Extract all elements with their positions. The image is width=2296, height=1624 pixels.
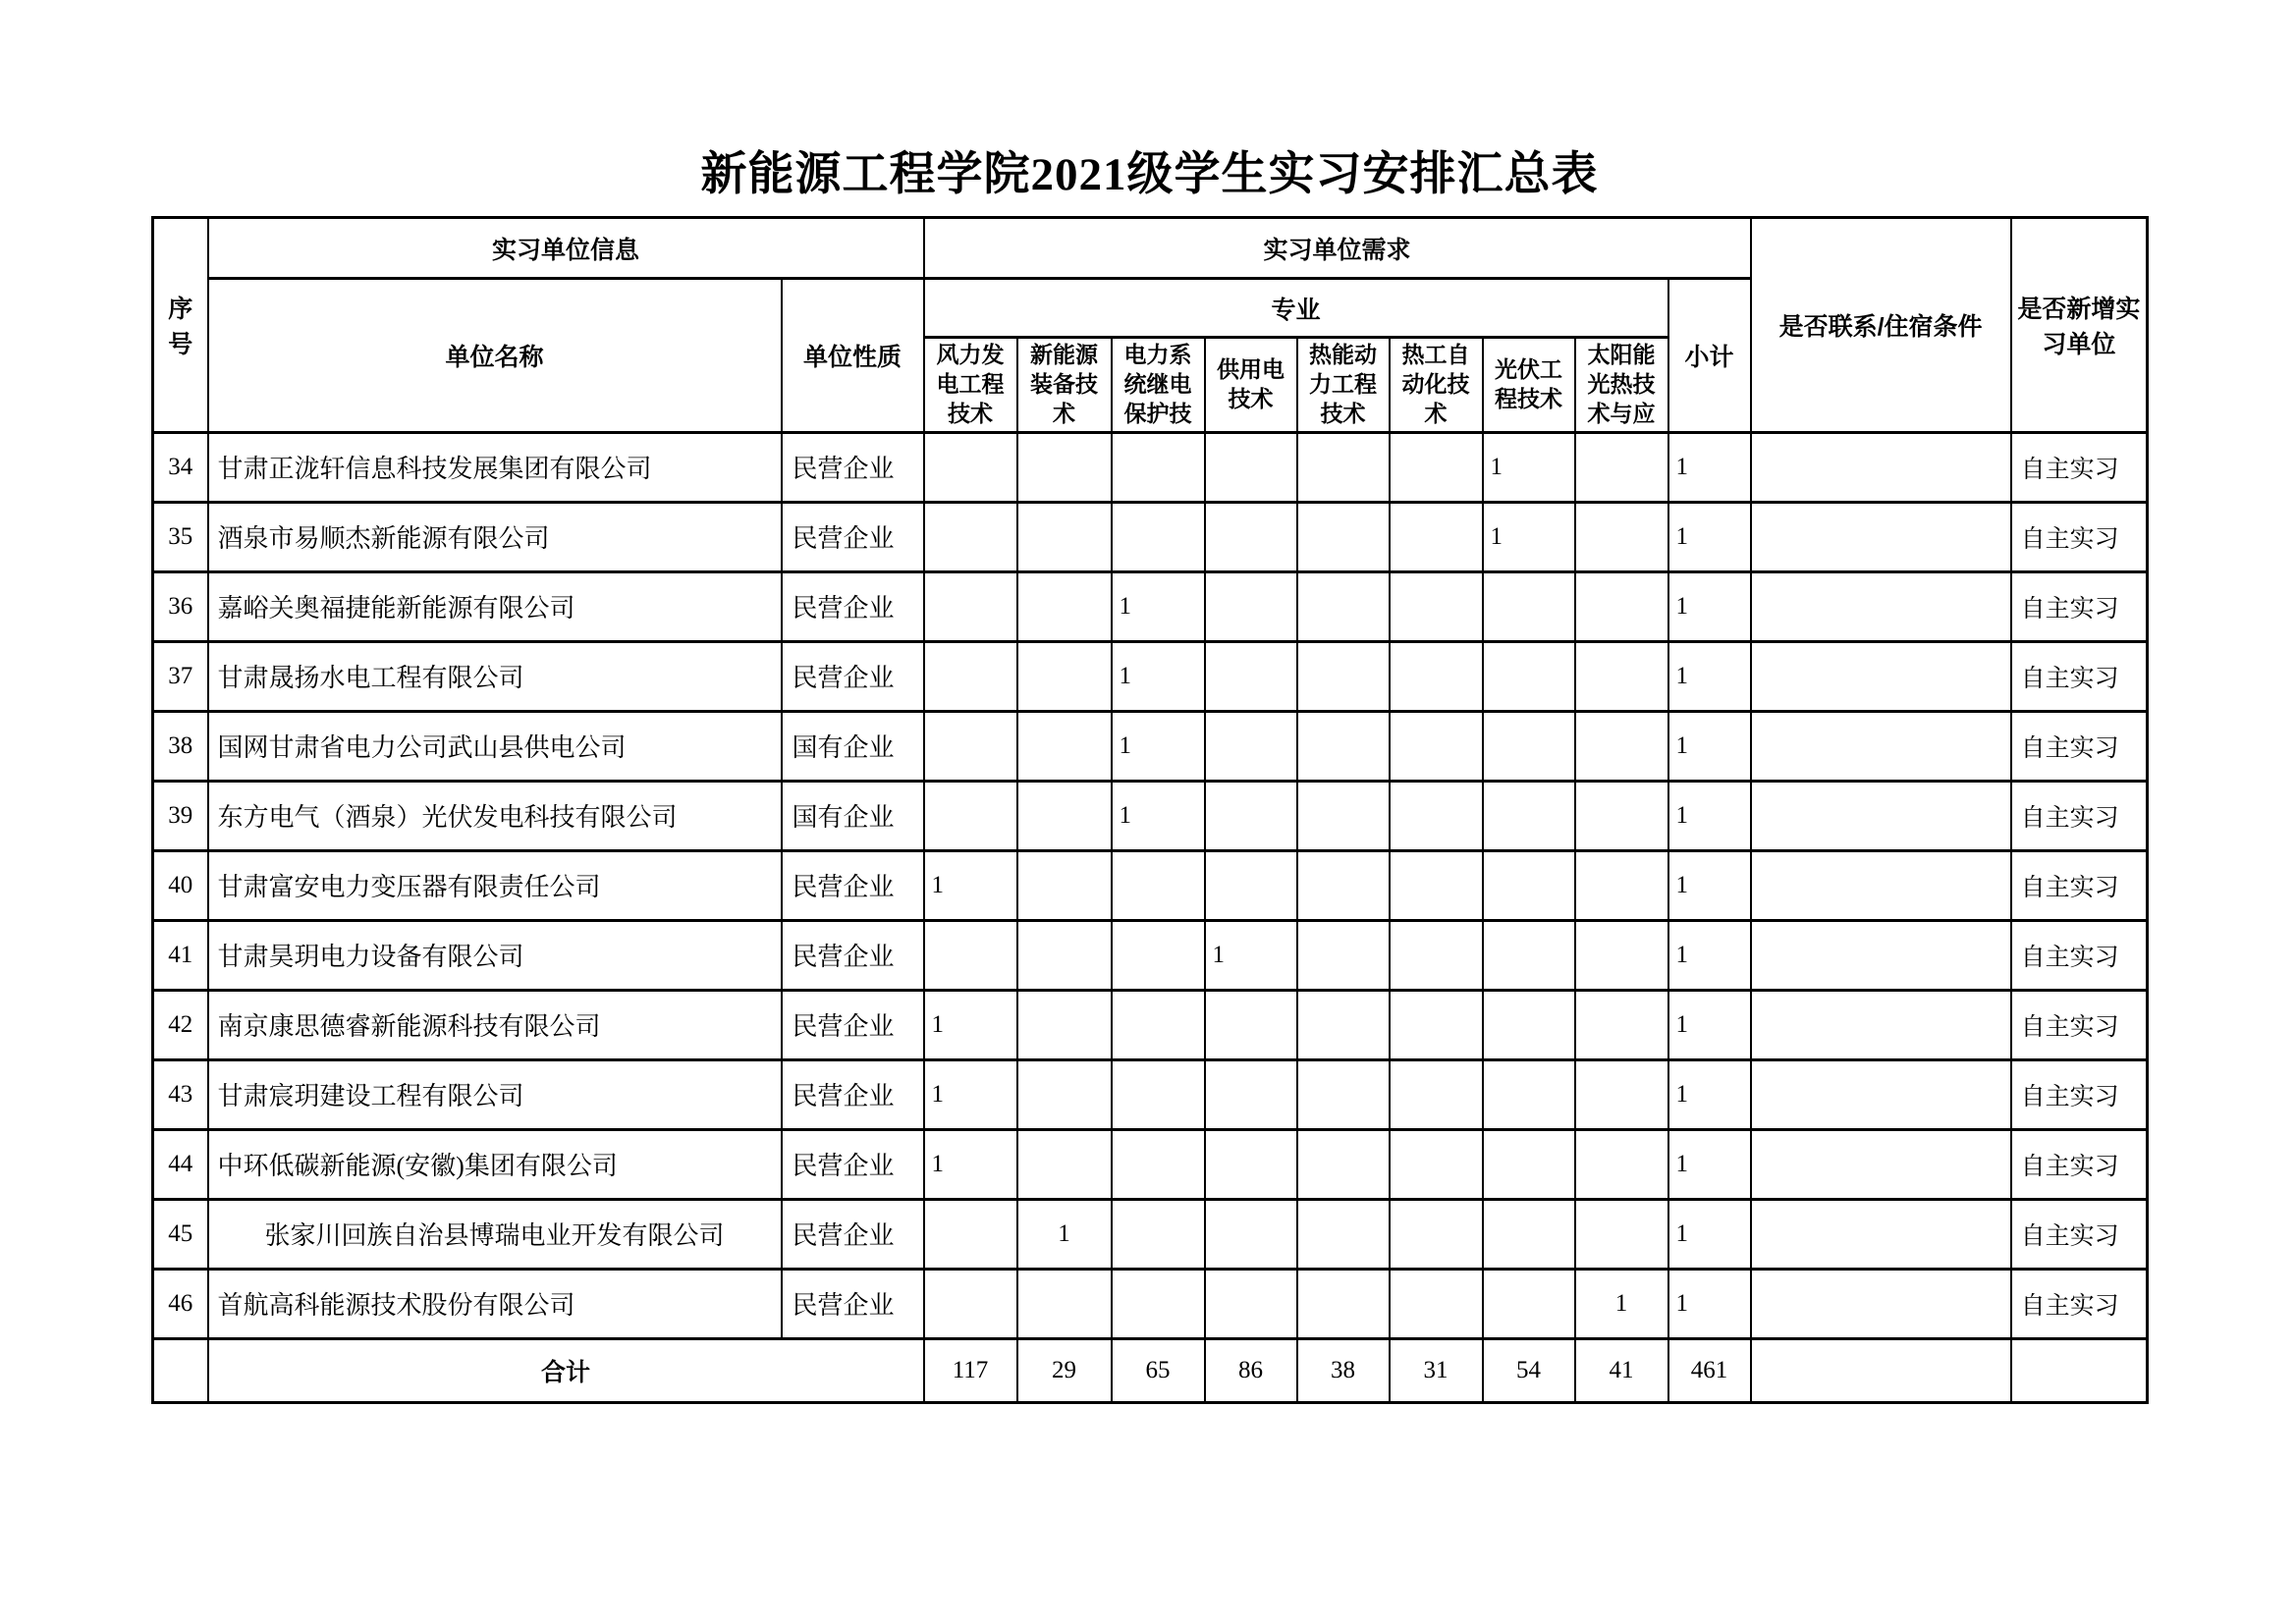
major-value-8: 1 (1575, 1269, 1668, 1338)
major-total-2: 29 (1017, 1338, 1112, 1402)
major-value-8 (1575, 1059, 1668, 1129)
new-unit-value: 自主实习 (2011, 990, 2148, 1059)
major-value-8 (1575, 641, 1668, 711)
major-value-1 (924, 432, 1017, 502)
major-value-1 (924, 571, 1017, 641)
table-row (153, 571, 2148, 641)
row-seq: 41 (153, 920, 208, 990)
major-value-7 (1483, 1059, 1575, 1129)
row-seq: 43 (153, 1059, 208, 1129)
major-value-2 (1017, 432, 1112, 502)
major-value-3: 1 (1112, 781, 1205, 850)
major-value-3 (1112, 850, 1205, 920)
unit-nature: 民营企业 (782, 920, 924, 990)
subtotal-value: 1 (1668, 1269, 1751, 1338)
major-value-1: 1 (924, 850, 1017, 920)
new-unit-value: 自主实习 (2011, 781, 2148, 850)
unit-nature: 民营企业 (782, 1059, 924, 1129)
major-value-8 (1575, 1199, 1668, 1269)
row-seq: 39 (153, 781, 208, 850)
total-new-unit-empty (2011, 1338, 2148, 1402)
major-value-1: 1 (924, 1059, 1017, 1129)
major-value-4 (1205, 641, 1297, 711)
major-value-8 (1575, 711, 1668, 781)
major-value-7 (1483, 711, 1575, 781)
row-seq: 45 (153, 1199, 208, 1269)
major-value-8 (1575, 920, 1668, 990)
major-value-7 (1483, 1269, 1575, 1338)
header-contact: 是否联系/住宿条件 (1751, 218, 2011, 433)
major-value-3 (1112, 502, 1205, 571)
header-major-2: 新能源装备技术 (1017, 338, 1112, 433)
row-seq: 36 (153, 571, 208, 641)
contact-value (1751, 920, 2011, 990)
contact-value (1751, 432, 2011, 502)
new-unit-value: 自主实习 (2011, 502, 2148, 571)
table-row (153, 850, 2148, 920)
major-value-4 (1205, 990, 1297, 1059)
major-value-6 (1390, 781, 1483, 850)
major-total-1: 117 (924, 1338, 1017, 1402)
header-major-5: 热能动力工程技术 (1297, 338, 1390, 433)
subtotal-value: 1 (1668, 1129, 1751, 1199)
page-title: 新能源工程学院2021级学生实习安排汇总表 (700, 149, 1599, 200)
header-major-7: 光伏工程技术 (1483, 338, 1575, 433)
major-value-1 (924, 711, 1017, 781)
table-row (153, 641, 2148, 711)
subtotal-value: 1 (1668, 502, 1751, 571)
unit-name: 嘉峪关奥福捷能新能源有限公司 (208, 571, 782, 641)
header-unit-name: 单位名称 (208, 279, 782, 433)
new-unit-value: 自主实习 (2011, 1269, 2148, 1338)
row-seq: 46 (153, 1269, 208, 1338)
subtotal-value: 1 (1668, 920, 1751, 990)
major-value-8 (1575, 502, 1668, 571)
table-header (153, 218, 2148, 433)
major-value-2 (1017, 1269, 1112, 1338)
major-value-5 (1297, 571, 1390, 641)
major-value-4 (1205, 1269, 1297, 1338)
major-value-7 (1483, 990, 1575, 1059)
header-major-3: 电力系统继电保护技 (1112, 338, 1205, 433)
table-row (153, 1059, 2148, 1129)
major-value-2: 1 (1017, 1199, 1112, 1269)
unit-name: 酒泉市易顺杰新能源有限公司 (208, 502, 782, 571)
major-value-5 (1297, 850, 1390, 920)
header-seq: 序号 (153, 218, 208, 433)
major-value-7: 1 (1483, 432, 1575, 502)
major-value-7 (1483, 850, 1575, 920)
contact-value (1751, 711, 2011, 781)
major-value-7 (1483, 1199, 1575, 1269)
major-value-6 (1390, 920, 1483, 990)
major-total-6: 31 (1390, 1338, 1483, 1402)
header-major: 专业 (924, 279, 1668, 338)
major-value-5 (1297, 781, 1390, 850)
unit-nature: 国有企业 (782, 781, 924, 850)
new-unit-value: 自主实习 (2011, 920, 2148, 990)
major-value-1 (924, 1269, 1017, 1338)
subtotal-value: 1 (1668, 711, 1751, 781)
major-value-1 (924, 502, 1017, 571)
major-value-4 (1205, 781, 1297, 850)
major-value-1: 1 (924, 990, 1017, 1059)
major-value-5 (1297, 1059, 1390, 1129)
table-row (153, 432, 2148, 502)
unit-name: 甘肃富安电力变压器有限责任公司 (208, 850, 782, 920)
major-value-3 (1112, 1059, 1205, 1129)
major-value-1 (924, 920, 1017, 990)
major-value-2 (1017, 920, 1112, 990)
unit-name: 甘肃晟扬水电工程有限公司 (208, 641, 782, 711)
row-seq: 42 (153, 990, 208, 1059)
major-value-7 (1483, 641, 1575, 711)
new-unit-value: 自主实习 (2011, 850, 2148, 920)
unit-nature: 民营企业 (782, 990, 924, 1059)
unit-nature: 国有企业 (782, 711, 924, 781)
contact-value (1751, 571, 2011, 641)
unit-nature: 民营企业 (782, 1129, 924, 1199)
new-unit-value: 自主实习 (2011, 432, 2148, 502)
contact-value (1751, 781, 2011, 850)
header-subtotal: 小计 (1668, 279, 1751, 433)
contact-value (1751, 502, 2011, 571)
major-value-8 (1575, 432, 1668, 502)
table-row (153, 502, 2148, 571)
major-value-2 (1017, 641, 1112, 711)
major-value-4 (1205, 1059, 1297, 1129)
new-unit-value: 自主实习 (2011, 1199, 2148, 1269)
major-value-5 (1297, 1129, 1390, 1199)
major-value-6 (1390, 850, 1483, 920)
unit-name: 甘肃宸玥建设工程有限公司 (208, 1059, 782, 1129)
header-major-1: 风力发电工程技术 (924, 338, 1017, 433)
subtotal-value: 1 (1668, 1059, 1751, 1129)
major-value-6 (1390, 711, 1483, 781)
unit-nature: 民营企业 (782, 850, 924, 920)
header-major-6: 热工自动化技术 (1390, 338, 1483, 433)
major-value-6 (1390, 1129, 1483, 1199)
contact-value (1751, 1269, 2011, 1338)
major-value-8 (1575, 990, 1668, 1059)
major-value-2 (1017, 711, 1112, 781)
table-body (153, 432, 2148, 1402)
major-value-2 (1017, 1129, 1112, 1199)
new-unit-value: 自主实习 (2011, 1129, 2148, 1199)
major-total-3: 65 (1112, 1338, 1205, 1402)
major-value-5 (1297, 641, 1390, 711)
major-value-5 (1297, 1199, 1390, 1269)
contact-value (1751, 1129, 2011, 1199)
subtotal-value: 1 (1668, 641, 1751, 711)
row-seq: 40 (153, 850, 208, 920)
major-value-5 (1297, 920, 1390, 990)
major-value-5 (1297, 1269, 1390, 1338)
unit-name: 首航高科能源技术股份有限公司 (208, 1269, 782, 1338)
major-total-5: 38 (1297, 1338, 1390, 1402)
major-value-2 (1017, 781, 1112, 850)
total-label: 合计 (208, 1338, 924, 1402)
major-total-8: 41 (1575, 1338, 1668, 1402)
unit-name: 东方电气（酒泉）光伏发电科技有限公司 (208, 781, 782, 850)
major-value-8 (1575, 571, 1668, 641)
major-value-4 (1205, 1129, 1297, 1199)
table-row (153, 920, 2148, 990)
contact-value (1751, 990, 2011, 1059)
major-value-6 (1390, 502, 1483, 571)
subtotal-value: 1 (1668, 571, 1751, 641)
major-value-7: 1 (1483, 502, 1575, 571)
unit-name: 张家川回族自治县博瑞电业开发有限公司 (208, 1199, 782, 1269)
major-value-3 (1112, 990, 1205, 1059)
major-value-8 (1575, 781, 1668, 850)
table-row (153, 711, 2148, 781)
unit-nature: 民营企业 (782, 1269, 924, 1338)
new-unit-value: 自主实习 (2011, 711, 2148, 781)
header-row-1 (153, 218, 2148, 279)
contact-value (1751, 641, 2011, 711)
table-row (153, 1269, 2148, 1338)
subtotal-value: 1 (1668, 1199, 1751, 1269)
total-seq-empty (153, 1338, 208, 1402)
major-total-7: 54 (1483, 1338, 1575, 1402)
header-major-4: 供用电技术 (1205, 338, 1297, 433)
unit-nature: 民营企业 (782, 641, 924, 711)
major-value-2 (1017, 850, 1112, 920)
major-value-6 (1390, 1199, 1483, 1269)
major-value-1 (924, 1199, 1017, 1269)
unit-nature: 民营企业 (782, 432, 924, 502)
major-value-6 (1390, 990, 1483, 1059)
contact-value (1751, 1059, 2011, 1129)
major-value-6 (1390, 1269, 1483, 1338)
major-value-4 (1205, 850, 1297, 920)
subtotal-value: 1 (1668, 990, 1751, 1059)
total-contact-empty (1751, 1338, 2011, 1402)
major-value-3: 1 (1112, 641, 1205, 711)
subtotal-value: 1 (1668, 850, 1751, 920)
major-value-2 (1017, 1059, 1112, 1129)
header-unit-nature: 单位性质 (782, 279, 924, 433)
row-seq: 37 (153, 641, 208, 711)
major-value-3 (1112, 1129, 1205, 1199)
major-value-6 (1390, 1059, 1483, 1129)
major-value-5 (1297, 432, 1390, 502)
header-new-unit: 是否新增实习单位 (2011, 218, 2148, 433)
major-value-5 (1297, 990, 1390, 1059)
unit-nature: 民营企业 (782, 571, 924, 641)
unit-name: 南京康思德睿新能源科技有限公司 (208, 990, 782, 1059)
major-value-7 (1483, 1129, 1575, 1199)
unit-nature: 民营企业 (782, 1199, 924, 1269)
unit-name: 国网甘肃省电力公司武山县供电公司 (208, 711, 782, 781)
major-value-2 (1017, 502, 1112, 571)
subtotal-value: 1 (1668, 781, 1751, 850)
major-value-6 (1390, 432, 1483, 502)
header-unit-demand: 实习单位需求 (924, 218, 1751, 279)
major-value-3 (1112, 1199, 1205, 1269)
unit-name: 甘肃正泷轩信息科技发展集团有限公司 (208, 432, 782, 502)
major-value-7 (1483, 571, 1575, 641)
major-value-5 (1297, 502, 1390, 571)
major-value-2 (1017, 990, 1112, 1059)
major-value-3 (1112, 920, 1205, 990)
unit-name: 甘肃昊玥电力设备有限公司 (208, 920, 782, 990)
major-value-4 (1205, 432, 1297, 502)
major-value-4 (1205, 711, 1297, 781)
total-row (153, 1338, 2148, 1402)
subtotal-value: 1 (1668, 432, 1751, 502)
major-value-6 (1390, 641, 1483, 711)
major-value-8 (1575, 850, 1668, 920)
major-value-3 (1112, 432, 1205, 502)
row-seq: 44 (153, 1129, 208, 1199)
subtotal-total: 461 (1668, 1338, 1751, 1402)
major-value-8 (1575, 1129, 1668, 1199)
unit-name: 中环低碳新能源(安徽)集团有限公司 (208, 1129, 782, 1199)
table-row (153, 781, 2148, 850)
unit-nature: 民营企业 (782, 502, 924, 571)
contact-value (1751, 1199, 2011, 1269)
new-unit-value: 自主实习 (2011, 571, 2148, 641)
major-value-3: 1 (1112, 571, 1205, 641)
major-value-3: 1 (1112, 711, 1205, 781)
major-total-4: 86 (1205, 1338, 1297, 1402)
major-value-1 (924, 781, 1017, 850)
major-value-7 (1483, 781, 1575, 850)
major-value-4 (1205, 571, 1297, 641)
row-seq: 38 (153, 711, 208, 781)
major-value-4 (1205, 1199, 1297, 1269)
header-unit-info: 实习单位信息 (208, 218, 924, 279)
major-value-2 (1017, 571, 1112, 641)
new-unit-value: 自主实习 (2011, 641, 2148, 711)
contact-value (1751, 850, 2011, 920)
new-unit-value: 自主实习 (2011, 1059, 2148, 1129)
major-value-4 (1205, 502, 1297, 571)
row-seq: 35 (153, 502, 208, 571)
internship-summary-table (151, 216, 2149, 1404)
table-row (153, 1129, 2148, 1199)
row-seq: 34 (153, 432, 208, 502)
major-value-1: 1 (924, 1129, 1017, 1199)
major-value-6 (1390, 571, 1483, 641)
major-value-4: 1 (1205, 920, 1297, 990)
major-value-1 (924, 641, 1017, 711)
table-row (153, 990, 2148, 1059)
table-row (153, 1199, 2148, 1269)
header-major-8: 太阳能光热技术与应 (1575, 338, 1668, 433)
major-value-5 (1297, 711, 1390, 781)
major-value-3 (1112, 1269, 1205, 1338)
major-value-7 (1483, 920, 1575, 990)
